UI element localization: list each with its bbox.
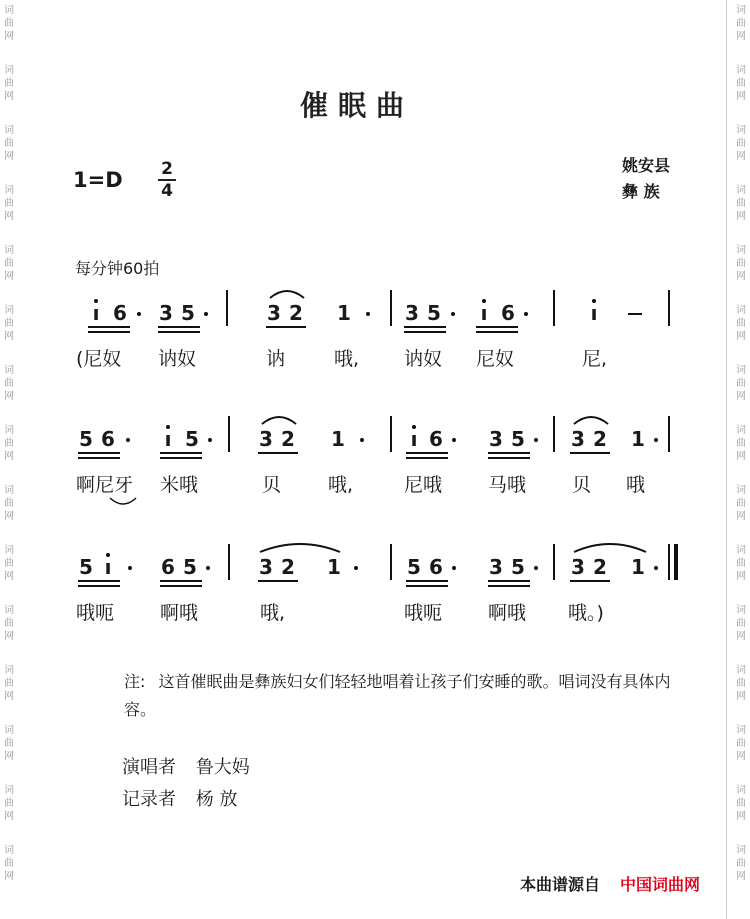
beam-line <box>78 580 120 582</box>
credit-name: 杨 放 <box>195 789 238 810</box>
augmentation-dot <box>534 438 538 442</box>
watermark-text: 词 曲 网 <box>736 545 746 582</box>
song-origin <box>622 153 670 205</box>
note: 6 <box>113 301 127 325</box>
beam-line <box>160 452 202 454</box>
augmentation-dot <box>208 438 212 442</box>
credit-name: 鲁大妈 <box>195 757 250 778</box>
beam-line <box>78 457 120 459</box>
credit-role: 记录者 <box>122 789 176 810</box>
staff-1 <box>0 290 750 410</box>
watermark-text: 词 曲 网 <box>4 725 14 762</box>
barline <box>553 290 555 326</box>
lyric: 讷 <box>266 348 286 370</box>
augmentation-dot <box>534 566 538 570</box>
note-label: 注: <box>124 672 146 691</box>
watermark-text: 词 曲 网 <box>736 725 746 762</box>
note: 3 <box>489 427 503 451</box>
barline <box>390 544 392 580</box>
augmentation-dot <box>206 566 210 570</box>
note: 6 <box>429 427 443 451</box>
meter-top: 2 <box>161 159 173 179</box>
source-footer <box>520 872 700 895</box>
watermark-text: 词 曲 网 <box>736 185 746 222</box>
note: ı <box>104 555 112 579</box>
staff-3 <box>0 544 750 664</box>
note: 3 <box>571 427 585 451</box>
watermark-text: 词 曲 网 <box>736 125 746 162</box>
watermark-text: 词 曲 网 <box>736 365 746 402</box>
watermark-text: 词 曲 网 <box>4 785 14 822</box>
lyric: 哦, <box>328 474 354 496</box>
beam-line <box>488 452 530 454</box>
song-title: 催眠曲 <box>300 89 415 122</box>
slur <box>572 412 610 426</box>
note: 3 <box>267 301 281 325</box>
watermark-text: 词 曲 网 <box>4 65 14 102</box>
watermark-text: 词 曲 网 <box>4 605 14 642</box>
beam-line <box>88 326 130 328</box>
lyric: 尼, <box>582 348 608 370</box>
watermark-text: 词 曲 网 <box>4 365 14 402</box>
note: 5 <box>511 555 525 579</box>
slur <box>260 412 298 426</box>
note: 6 <box>101 427 115 451</box>
watermark-text: 词 曲 网 <box>736 665 746 702</box>
augmentation-dot <box>366 312 370 316</box>
note: 3 <box>259 555 273 579</box>
origin-county: 姚安县 <box>622 156 671 175</box>
slur <box>258 540 342 554</box>
lyric: 讷奴 <box>158 348 197 370</box>
augmentation-dot <box>524 312 528 316</box>
staff-2 <box>0 416 750 536</box>
beam-line <box>488 457 530 459</box>
beam-line <box>406 580 448 582</box>
augmentation-dot <box>654 566 658 570</box>
watermark-text: 词 曲 网 <box>4 305 14 342</box>
beam-line <box>406 585 448 587</box>
final-barline <box>674 544 678 580</box>
note: 5 <box>183 555 197 579</box>
barline <box>390 416 392 452</box>
beam-line <box>258 580 298 582</box>
watermark-text: 词 曲 网 <box>736 5 746 42</box>
watermark-text: 词 曲 网 <box>736 485 746 522</box>
slur <box>572 540 648 554</box>
lyric: 尼哦 <box>404 474 443 496</box>
lyric: 啊尼牙 <box>76 474 134 496</box>
barline <box>553 544 555 580</box>
note: 3 <box>571 555 585 579</box>
watermark-text: 词 曲 网 <box>4 185 14 222</box>
lyric: 马哦 <box>488 474 527 496</box>
note: 1 <box>331 427 345 451</box>
beam-line <box>160 580 202 582</box>
lyric: 哦。) <box>568 602 604 624</box>
barline <box>668 544 670 580</box>
note: 2 <box>593 427 607 451</box>
note: ı <box>164 427 172 451</box>
lyric: 啊哦 <box>160 602 199 624</box>
footer-site-link[interactable]: 中国词曲网 <box>620 875 701 894</box>
note: 3 <box>159 301 173 325</box>
lyric: 哦, <box>260 602 286 624</box>
lyric: 啊哦 <box>488 602 527 624</box>
barline <box>228 544 230 580</box>
watermark-text: 词 曲 网 <box>736 425 746 462</box>
note: 3 <box>489 555 503 579</box>
barline <box>668 416 670 452</box>
note: 5 <box>79 555 93 579</box>
barline <box>226 290 228 326</box>
note: 6 <box>161 555 175 579</box>
barline <box>668 290 670 326</box>
beam-line <box>404 331 446 333</box>
sustain-dash <box>628 313 642 315</box>
augmentation-dot <box>137 312 141 316</box>
lyric: 尼奴 <box>476 348 515 370</box>
beam-line <box>404 326 446 328</box>
note: 1 <box>327 555 341 579</box>
note: ı <box>92 301 100 325</box>
note: 5 <box>511 427 525 451</box>
lyric: 贝 <box>262 474 282 496</box>
augmentation-dot <box>451 312 455 316</box>
beam-line <box>406 452 448 454</box>
credits <box>122 752 250 816</box>
note: 5 <box>185 427 199 451</box>
note: 1 <box>631 427 645 451</box>
beam-line <box>488 580 530 582</box>
credit-role: 演唱者 <box>122 757 176 778</box>
watermark-text: 词 曲 网 <box>736 785 746 822</box>
watermark-text: 词 曲 网 <box>4 485 14 522</box>
watermark-text: 词 曲 网 <box>736 65 746 102</box>
beam-line <box>158 331 200 333</box>
credit-performer <box>122 752 250 784</box>
barline <box>390 290 392 326</box>
augmentation-dot <box>360 438 364 442</box>
note: 6 <box>429 555 443 579</box>
annotation-note <box>124 668 694 724</box>
lyric: 米哦 <box>160 474 199 496</box>
watermark-text: 词 曲 网 <box>4 425 14 462</box>
augmentation-dot <box>354 566 358 570</box>
augmentation-dot <box>128 566 132 570</box>
note: 6 <box>501 301 515 325</box>
watermark-text: 词 曲 网 <box>4 245 14 282</box>
beam-line <box>160 585 202 587</box>
lyric: 贝 <box>572 474 592 496</box>
note: 2 <box>281 427 295 451</box>
lyric: 讷奴 <box>404 348 443 370</box>
note: 5 <box>427 301 441 325</box>
watermark-text: 词 曲 网 <box>736 605 746 642</box>
note: 2 <box>593 555 607 579</box>
note-body: 这首催眠曲是彝族妇女们轻轻地唱着让孩子们安睡的歌。唱词没有具体内容。 <box>124 672 671 719</box>
lyric-tie <box>108 496 138 508</box>
augmentation-dot <box>126 438 130 442</box>
lyric: 哦, <box>334 348 360 370</box>
watermark-text: 词 曲 网 <box>736 245 746 282</box>
lyric: 哦呃 <box>404 602 443 624</box>
lyric: 哦 <box>626 474 646 496</box>
note: 5 <box>181 301 195 325</box>
watermark-text: 词 曲 网 <box>4 845 14 882</box>
note: 3 <box>405 301 419 325</box>
augmentation-dot <box>452 566 456 570</box>
beam-line <box>78 452 120 454</box>
barline <box>228 416 230 452</box>
lyric: 哦呃 <box>76 602 115 624</box>
lyric: (尼奴 <box>76 348 122 370</box>
watermark-text: 词 曲 网 <box>4 5 14 42</box>
watermark-text: 词 曲 网 <box>736 305 746 342</box>
augmentation-dot <box>452 438 456 442</box>
note: ı <box>590 301 598 325</box>
beam-line <box>406 457 448 459</box>
origin-ethnicity: 彝 族 <box>622 182 660 201</box>
beam-line <box>258 452 298 454</box>
beam-line <box>570 580 610 582</box>
note: 3 <box>259 427 273 451</box>
footer-prefix: 本曲谱源自 <box>520 875 601 894</box>
note: 2 <box>289 301 303 325</box>
watermark-text: 词 曲 网 <box>736 845 746 882</box>
note: 2 <box>281 555 295 579</box>
beam-line <box>158 326 200 328</box>
note: ı <box>480 301 488 325</box>
barline <box>553 416 555 452</box>
meter-bottom: 4 <box>161 181 173 201</box>
watermark-text: 词 曲 网 <box>4 545 14 582</box>
beam-line <box>476 326 518 328</box>
beam-line <box>570 452 610 454</box>
augmentation-dot <box>654 438 658 442</box>
note: 1 <box>631 555 645 579</box>
watermark-text: 词 曲 网 <box>4 665 14 702</box>
note: 5 <box>407 555 421 579</box>
slur <box>268 286 306 300</box>
note: ı <box>410 427 418 451</box>
augmentation-dot <box>204 312 208 316</box>
beam-line <box>78 585 120 587</box>
beam-line <box>160 457 202 459</box>
beam-line <box>266 326 306 328</box>
note: 5 <box>79 427 93 451</box>
beam-line <box>488 585 530 587</box>
beam-line <box>476 331 518 333</box>
tempo-marking: 每分钟60拍 <box>75 259 160 278</box>
time-signature <box>158 160 176 200</box>
beam-line <box>88 331 130 333</box>
credit-recorder <box>122 784 250 816</box>
watermark-text: 词 曲 网 <box>4 125 14 162</box>
key-signature: 1=D <box>73 168 123 192</box>
note: 1 <box>337 301 351 325</box>
